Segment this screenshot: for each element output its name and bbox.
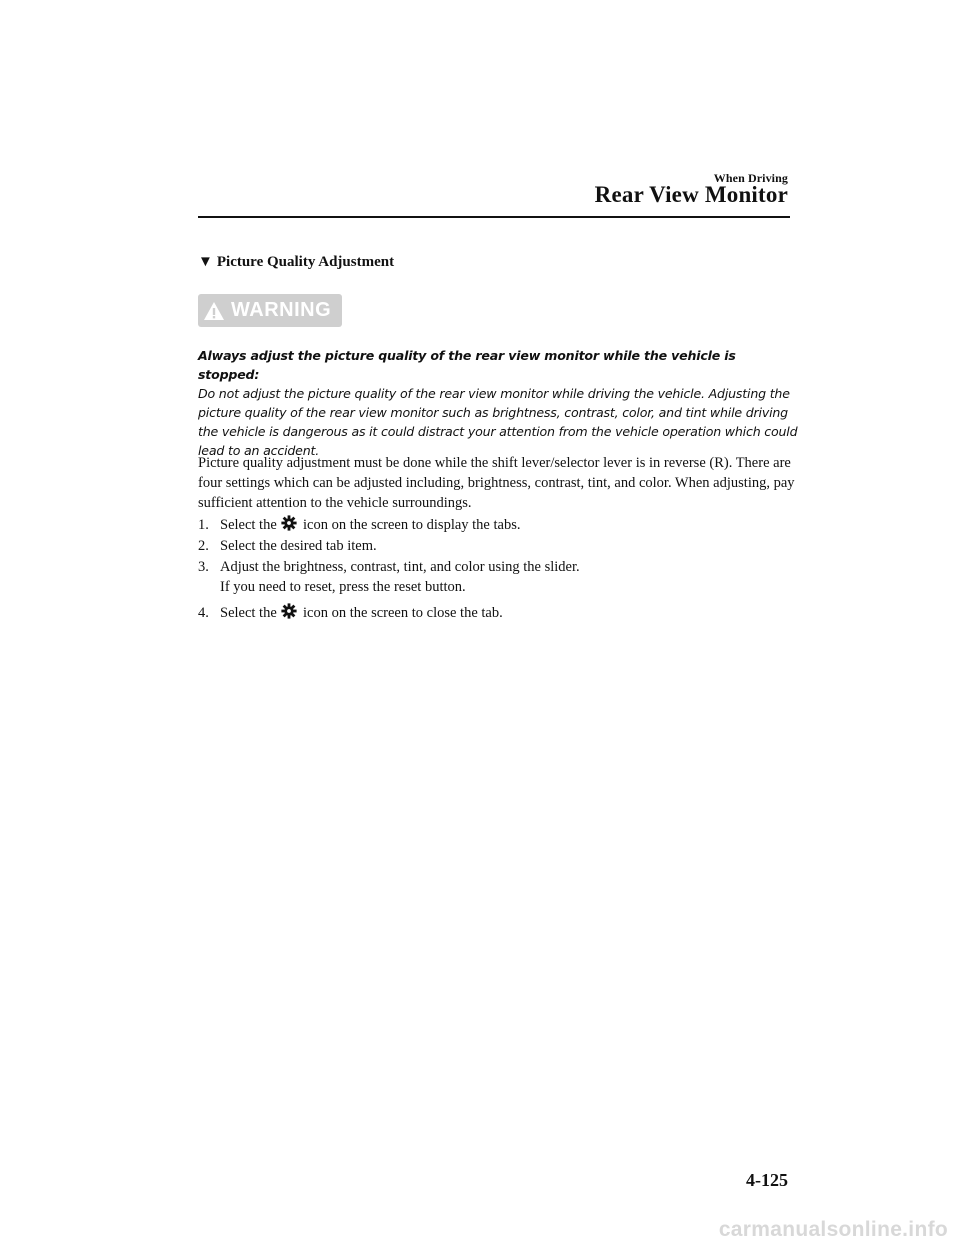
list-item bbox=[198, 515, 798, 535]
body-paragraph: Picture quality adjustment must be done while the shift lever/selector lever is in reverse (R). There are four settings which can be adjusted including, brightness, contrast, tint, and color. When adjusting, pay sufficient attention to the vehicle surroundings. bbox=[198, 455, 795, 511]
steps-list bbox=[198, 515, 798, 623]
header-kicker: When Driving bbox=[713, 171, 788, 185]
step-text-before: Select the bbox=[220, 605, 277, 621]
warning-lead: Always adjust the picture quality of the rear view monitor while the vehicle is stopped: bbox=[198, 348, 736, 382]
page-number: 4-125 bbox=[746, 1170, 788, 1190]
section-heading-text: Picture Quality Adjustment bbox=[216, 254, 395, 270]
warning-text: Do not adjust the picture quality of the rear view monitor while driving the vehicle. Adjusting the picture quality of the rear view monitor such as brightness, contrast, color, and tint while driving the vehicle is dangerous as it could distract your attention from the vehicle operation which could lead to an accident. bbox=[198, 386, 798, 458]
list-item bbox=[198, 557, 798, 597]
warning-label: WARNING bbox=[231, 299, 332, 321]
step-text-before: Select the bbox=[220, 517, 277, 533]
step-number: 1. bbox=[198, 517, 209, 533]
header-rule bbox=[198, 216, 790, 218]
footer-watermark: carmanualsonline.info bbox=[718, 1218, 948, 1241]
section-heading bbox=[198, 254, 394, 271]
gear-icon bbox=[281, 515, 297, 531]
step-text: Adjust the brightness, contrast, tint, and color using the slider. bbox=[220, 559, 580, 575]
step-text: Select the desired tab item. bbox=[220, 538, 377, 554]
step-number: 2. bbox=[198, 538, 209, 554]
step-number: 4. bbox=[198, 605, 209, 621]
step-text-after: icon on the screen to display the tabs. bbox=[303, 517, 521, 533]
warning-body bbox=[198, 346, 798, 460]
step-subtext: If you need to reset, press the reset button. bbox=[220, 579, 466, 595]
step-number: 3. bbox=[198, 559, 209, 575]
section-marker: ▼ bbox=[198, 254, 213, 270]
list-item bbox=[198, 603, 798, 623]
gear-icon bbox=[281, 603, 297, 619]
header-title: Rear View Monitor bbox=[594, 182, 788, 207]
warning-badge bbox=[198, 294, 342, 327]
step-text-after: icon on the screen to close the tab. bbox=[303, 605, 503, 621]
warning-triangle-icon bbox=[203, 301, 225, 321]
list-item bbox=[198, 536, 798, 556]
